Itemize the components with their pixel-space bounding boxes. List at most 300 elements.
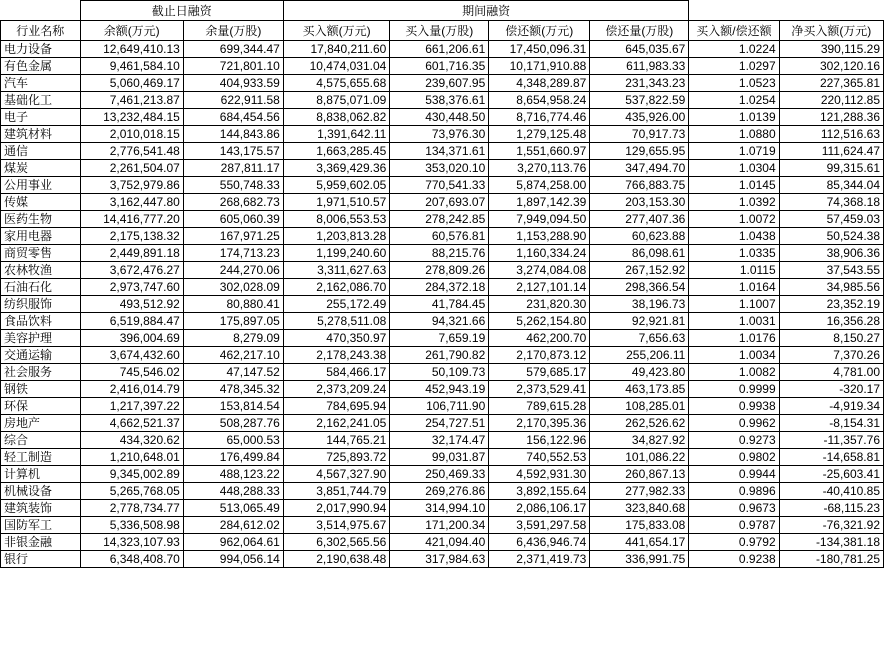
cell-net-buy-amount: 8,150.27 bbox=[779, 330, 883, 347]
cell-balance-shares: 513,065.49 bbox=[183, 500, 283, 517]
cell-repay-shares: 175,833.08 bbox=[590, 517, 689, 534]
cell-buy-shares: 430,448.50 bbox=[390, 109, 489, 126]
cell-balance-amount: 14,416,777.20 bbox=[80, 211, 183, 228]
cell-net-buy-amount: 37,543.55 bbox=[779, 262, 883, 279]
cell-buy-repay-ratio: 1.0164 bbox=[689, 279, 779, 296]
cell-buy-shares: 50,109.73 bbox=[390, 364, 489, 381]
cell-industry-name: 机械设备 bbox=[1, 483, 81, 500]
cell-industry-name: 综合 bbox=[1, 432, 81, 449]
cell-net-buy-amount: -68,115.23 bbox=[779, 500, 883, 517]
cell-buy-shares: 134,371.61 bbox=[390, 143, 489, 160]
cell-buy-shares: 88,215.76 bbox=[390, 245, 489, 262]
table-row bbox=[1, 262, 884, 279]
cell-balance-amount: 2,449,891.18 bbox=[80, 245, 183, 262]
cell-buy-shares: 353,020.10 bbox=[390, 160, 489, 177]
cell-balance-amount: 2,261,504.07 bbox=[80, 160, 183, 177]
cell-industry-name: 美容护理 bbox=[1, 330, 81, 347]
table-row bbox=[1, 296, 884, 313]
table-row bbox=[1, 500, 884, 517]
cell-industry-name: 计算机 bbox=[1, 466, 81, 483]
cell-buy-repay-ratio: 1.0335 bbox=[689, 245, 779, 262]
group-blank-left bbox=[1, 1, 81, 21]
cell-industry-name: 煤炭 bbox=[1, 160, 81, 177]
table-row bbox=[1, 313, 884, 330]
cell-balance-amount: 5,265,768.05 bbox=[80, 483, 183, 500]
cell-net-buy-amount: -320.17 bbox=[779, 381, 883, 398]
cell-repay-amount: 2,170,873.12 bbox=[489, 347, 590, 364]
cell-buy-shares: 106,711.90 bbox=[390, 398, 489, 415]
cell-balance-shares: 448,288.33 bbox=[183, 483, 283, 500]
cell-repay-amount: 6,436,946.74 bbox=[489, 534, 590, 551]
cell-balance-shares: 721,801.10 bbox=[183, 58, 283, 75]
cell-buy-shares: 41,784.45 bbox=[390, 296, 489, 313]
cell-repay-shares: 463,173.85 bbox=[590, 381, 689, 398]
cell-repay-shares: 49,423.80 bbox=[590, 364, 689, 381]
cell-buy-repay-ratio: 1.0082 bbox=[689, 364, 779, 381]
cell-balance-shares: 508,287.76 bbox=[183, 415, 283, 432]
cell-buy-repay-ratio: 1.0176 bbox=[689, 330, 779, 347]
cell-buy-repay-ratio: 1.0139 bbox=[689, 109, 779, 126]
cell-industry-name: 通信 bbox=[1, 143, 81, 160]
cell-buy-repay-ratio: 1.0224 bbox=[689, 41, 779, 58]
cell-buy-shares: 261,790.82 bbox=[390, 347, 489, 364]
cell-buy-shares: 32,174.47 bbox=[390, 432, 489, 449]
table-row bbox=[1, 245, 884, 262]
col-header-repay-shares: 偿还量(万股) bbox=[590, 21, 689, 41]
cell-repay-amount: 231,820.30 bbox=[489, 296, 590, 313]
cell-buy-repay-ratio: 0.9938 bbox=[689, 398, 779, 415]
cell-balance-amount: 3,752,979.86 bbox=[80, 177, 183, 194]
cell-repay-shares: 336,991.75 bbox=[590, 551, 689, 568]
cell-balance-shares: 176,499.84 bbox=[183, 449, 283, 466]
cell-balance-shares: 622,911.58 bbox=[183, 92, 283, 109]
cell-repay-amount: 17,450,096.31 bbox=[489, 41, 590, 58]
cell-balance-shares: 302,028.09 bbox=[183, 279, 283, 296]
cell-balance-amount: 2,973,747.60 bbox=[80, 279, 183, 296]
group-blank-right bbox=[689, 1, 884, 21]
cell-repay-amount: 1,153,288.90 bbox=[489, 228, 590, 245]
cell-net-buy-amount: -8,154.31 bbox=[779, 415, 883, 432]
cell-net-buy-amount: -40,410.85 bbox=[779, 483, 883, 500]
cell-net-buy-amount: 227,365.81 bbox=[779, 75, 883, 92]
cell-buy-amount: 3,851,744.79 bbox=[283, 483, 389, 500]
cell-buy-amount: 2,017,990.94 bbox=[283, 500, 389, 517]
table-row bbox=[1, 466, 884, 483]
cell-repay-shares: 7,656.63 bbox=[590, 330, 689, 347]
cell-buy-repay-ratio: 0.9238 bbox=[689, 551, 779, 568]
cell-buy-shares: 538,376.61 bbox=[390, 92, 489, 109]
cell-buy-amount: 584,466.17 bbox=[283, 364, 389, 381]
cell-repay-shares: 267,152.92 bbox=[590, 262, 689, 279]
cell-industry-name: 家用电器 bbox=[1, 228, 81, 245]
cell-balance-shares: 47,147.52 bbox=[183, 364, 283, 381]
cell-balance-shares: 287,811.17 bbox=[183, 160, 283, 177]
cell-net-buy-amount: 50,524.38 bbox=[779, 228, 883, 245]
cell-balance-shares: 699,344.47 bbox=[183, 41, 283, 58]
cell-buy-repay-ratio: 1.0297 bbox=[689, 58, 779, 75]
cell-buy-amount: 4,567,327.90 bbox=[283, 466, 389, 483]
cell-buy-amount: 10,474,031.04 bbox=[283, 58, 389, 75]
cell-net-buy-amount: 38,906.36 bbox=[779, 245, 883, 262]
cell-buy-repay-ratio: 0.9944 bbox=[689, 466, 779, 483]
cell-repay-shares: 70,917.73 bbox=[590, 126, 689, 143]
cell-balance-amount: 6,348,408.70 bbox=[80, 551, 183, 568]
table-row bbox=[1, 347, 884, 364]
cell-balance-shares: 488,123.22 bbox=[183, 466, 283, 483]
cell-buy-repay-ratio: 1.0392 bbox=[689, 194, 779, 211]
cell-repay-shares: 277,982.33 bbox=[590, 483, 689, 500]
cell-buy-amount: 5,959,602.05 bbox=[283, 177, 389, 194]
cell-buy-repay-ratio: 0.9896 bbox=[689, 483, 779, 500]
cell-buy-shares: 60,576.81 bbox=[390, 228, 489, 245]
cell-repay-shares: 129,655.95 bbox=[590, 143, 689, 160]
cell-balance-amount: 4,662,521.37 bbox=[80, 415, 183, 432]
cell-balance-shares: 65,000.53 bbox=[183, 432, 283, 449]
cell-balance-amount: 2,776,541.48 bbox=[80, 143, 183, 160]
cell-repay-amount: 579,685.17 bbox=[489, 364, 590, 381]
cell-balance-amount: 9,461,584.10 bbox=[80, 58, 183, 75]
table-row bbox=[1, 517, 884, 534]
cell-repay-amount: 8,654,958.24 bbox=[489, 92, 590, 109]
cell-buy-amount: 4,575,655.68 bbox=[283, 75, 389, 92]
cell-buy-amount: 3,514,975.67 bbox=[283, 517, 389, 534]
cell-buy-repay-ratio: 0.9802 bbox=[689, 449, 779, 466]
cell-buy-shares: 421,094.40 bbox=[390, 534, 489, 551]
cell-repay-shares: 766,883.75 bbox=[590, 177, 689, 194]
cell-repay-shares: 277,407.36 bbox=[590, 211, 689, 228]
cell-balance-amount: 2,010,018.15 bbox=[80, 126, 183, 143]
cell-repay-amount: 10,171,910.88 bbox=[489, 58, 590, 75]
cell-buy-shares: 99,031.87 bbox=[390, 449, 489, 466]
cell-repay-amount: 2,373,529.41 bbox=[489, 381, 590, 398]
table-row bbox=[1, 194, 884, 211]
cell-balance-amount: 1,217,397.22 bbox=[80, 398, 183, 415]
cell-industry-name: 商贸零售 bbox=[1, 245, 81, 262]
cell-balance-shares: 8,279.09 bbox=[183, 330, 283, 347]
cell-repay-amount: 3,270,113.76 bbox=[489, 160, 590, 177]
cell-repay-shares: 645,035.67 bbox=[590, 41, 689, 58]
cell-buy-amount: 1,199,240.60 bbox=[283, 245, 389, 262]
cell-industry-name: 交通运输 bbox=[1, 347, 81, 364]
cell-buy-shares: 661,206.61 bbox=[390, 41, 489, 58]
cell-buy-amount: 1,203,813.28 bbox=[283, 228, 389, 245]
cell-repay-amount: 740,552.53 bbox=[489, 449, 590, 466]
cell-buy-shares: 314,994.10 bbox=[390, 500, 489, 517]
cell-industry-name: 有色金属 bbox=[1, 58, 81, 75]
cell-industry-name: 建筑材料 bbox=[1, 126, 81, 143]
col-header-buy-shares: 买入量(万股) bbox=[390, 21, 489, 41]
cell-industry-name: 钢铁 bbox=[1, 381, 81, 398]
cell-buy-repay-ratio: 1.0438 bbox=[689, 228, 779, 245]
cell-net-buy-amount: 23,352.19 bbox=[779, 296, 883, 313]
cell-net-buy-amount: 57,459.03 bbox=[779, 211, 883, 228]
table-row bbox=[1, 330, 884, 347]
cell-industry-name: 农林牧渔 bbox=[1, 262, 81, 279]
cell-balance-amount: 2,416,014.79 bbox=[80, 381, 183, 398]
cell-balance-shares: 268,682.73 bbox=[183, 194, 283, 211]
cell-repay-amount: 2,127,101.14 bbox=[489, 279, 590, 296]
cell-buy-repay-ratio: 1.0304 bbox=[689, 160, 779, 177]
group-header-row bbox=[1, 1, 884, 21]
cell-buy-shares: 239,607.95 bbox=[390, 75, 489, 92]
table-row bbox=[1, 126, 884, 143]
cell-industry-name: 银行 bbox=[1, 551, 81, 568]
cell-repay-amount: 789,615.28 bbox=[489, 398, 590, 415]
cell-balance-shares: 143,175.57 bbox=[183, 143, 283, 160]
cell-industry-name: 环保 bbox=[1, 398, 81, 415]
cell-repay-shares: 108,285.01 bbox=[590, 398, 689, 415]
cell-buy-amount: 2,373,209.24 bbox=[283, 381, 389, 398]
cell-buy-shares: 94,321.66 bbox=[390, 313, 489, 330]
cell-buy-repay-ratio: 0.9999 bbox=[689, 381, 779, 398]
cell-net-buy-amount: 112,516.63 bbox=[779, 126, 883, 143]
table-row bbox=[1, 415, 884, 432]
cell-repay-shares: 323,840.68 bbox=[590, 500, 689, 517]
table-row bbox=[1, 92, 884, 109]
cell-net-buy-amount: -76,321.92 bbox=[779, 517, 883, 534]
cell-buy-amount: 1,663,285.45 bbox=[283, 143, 389, 160]
cell-buy-shares: 7,659.19 bbox=[390, 330, 489, 347]
cell-buy-amount: 2,190,638.48 bbox=[283, 551, 389, 568]
cell-net-buy-amount: 74,368.18 bbox=[779, 194, 883, 211]
cell-balance-shares: 550,748.33 bbox=[183, 177, 283, 194]
cell-net-buy-amount: 85,344.04 bbox=[779, 177, 883, 194]
col-header-net-buy-amount: 净买入额(万元) bbox=[779, 21, 883, 41]
table-row bbox=[1, 432, 884, 449]
col-header-balance-amount: 余额(万元) bbox=[80, 21, 183, 41]
cell-buy-amount: 8,006,553.53 bbox=[283, 211, 389, 228]
cell-buy-amount: 3,311,627.63 bbox=[283, 262, 389, 279]
table-row bbox=[1, 534, 884, 551]
cell-buy-amount: 2,162,241.05 bbox=[283, 415, 389, 432]
cell-repay-amount: 4,348,289.87 bbox=[489, 75, 590, 92]
cell-repay-amount: 2,371,419.73 bbox=[489, 551, 590, 568]
cell-net-buy-amount: 390,115.29 bbox=[779, 41, 883, 58]
cell-balance-shares: 153,814.54 bbox=[183, 398, 283, 415]
cell-buy-repay-ratio: 1.0719 bbox=[689, 143, 779, 160]
cell-buy-repay-ratio: 0.9787 bbox=[689, 517, 779, 534]
cell-net-buy-amount: 121,288.36 bbox=[779, 109, 883, 126]
cell-repay-shares: 101,086.22 bbox=[590, 449, 689, 466]
cell-balance-shares: 174,713.23 bbox=[183, 245, 283, 262]
cell-buy-amount: 8,875,071.09 bbox=[283, 92, 389, 109]
cell-balance-amount: 3,674,432.60 bbox=[80, 347, 183, 364]
group-cutoff-financing: 截止日融资 bbox=[80, 1, 283, 21]
cell-repay-amount: 8,716,774.46 bbox=[489, 109, 590, 126]
cell-industry-name: 基础化工 bbox=[1, 92, 81, 109]
cell-repay-amount: 3,274,084.08 bbox=[489, 262, 590, 279]
cell-buy-shares: 284,372.18 bbox=[390, 279, 489, 296]
table-row bbox=[1, 381, 884, 398]
table-row bbox=[1, 364, 884, 381]
cell-repay-shares: 86,098.61 bbox=[590, 245, 689, 262]
cell-buy-repay-ratio: 1.0880 bbox=[689, 126, 779, 143]
table-row bbox=[1, 177, 884, 194]
cell-buy-repay-ratio: 1.0072 bbox=[689, 211, 779, 228]
cell-buy-amount: 784,695.94 bbox=[283, 398, 389, 415]
cell-repay-shares: 441,654.17 bbox=[590, 534, 689, 551]
col-header-balance-shares: 余量(万股) bbox=[183, 21, 283, 41]
cell-buy-shares: 73,976.30 bbox=[390, 126, 489, 143]
cell-repay-shares: 255,206.11 bbox=[590, 347, 689, 364]
cell-industry-name: 非银金融 bbox=[1, 534, 81, 551]
cell-buy-shares: 452,943.19 bbox=[390, 381, 489, 398]
cell-balance-amount: 3,672,476.27 bbox=[80, 262, 183, 279]
table-row bbox=[1, 449, 884, 466]
cell-repay-amount: 2,086,106.17 bbox=[489, 500, 590, 517]
cell-repay-amount: 3,591,297.58 bbox=[489, 517, 590, 534]
cell-net-buy-amount: 34,985.56 bbox=[779, 279, 883, 296]
cell-balance-amount: 493,512.92 bbox=[80, 296, 183, 313]
cell-balance-shares: 478,345.32 bbox=[183, 381, 283, 398]
cell-net-buy-amount: -25,603.41 bbox=[779, 466, 883, 483]
cell-balance-shares: 684,454.56 bbox=[183, 109, 283, 126]
cell-balance-shares: 605,060.39 bbox=[183, 211, 283, 228]
cell-buy-amount: 255,172.49 bbox=[283, 296, 389, 313]
cell-balance-amount: 7,461,213.87 bbox=[80, 92, 183, 109]
cell-buy-shares: 269,276.86 bbox=[390, 483, 489, 500]
cell-balance-shares: 404,933.59 bbox=[183, 75, 283, 92]
group-period-financing: 期间融资 bbox=[283, 1, 688, 21]
cell-buy-repay-ratio: 0.9273 bbox=[689, 432, 779, 449]
cell-buy-repay-ratio: 0.9673 bbox=[689, 500, 779, 517]
cell-repay-shares: 347,494.70 bbox=[590, 160, 689, 177]
cell-buy-shares: 317,984.63 bbox=[390, 551, 489, 568]
cell-balance-shares: 284,612.02 bbox=[183, 517, 283, 534]
cell-buy-amount: 8,838,062.82 bbox=[283, 109, 389, 126]
cell-repay-amount: 156,122.96 bbox=[489, 432, 590, 449]
cell-balance-shares: 994,056.14 bbox=[183, 551, 283, 568]
cell-net-buy-amount: 111,624.47 bbox=[779, 143, 883, 160]
cell-buy-amount: 6,302,565.56 bbox=[283, 534, 389, 551]
cell-industry-name: 电子 bbox=[1, 109, 81, 126]
table-row bbox=[1, 41, 884, 58]
cell-net-buy-amount: 16,356.28 bbox=[779, 313, 883, 330]
cell-repay-amount: 1,279,125.48 bbox=[489, 126, 590, 143]
cell-buy-repay-ratio: 0.9962 bbox=[689, 415, 779, 432]
cell-buy-shares: 250,469.33 bbox=[390, 466, 489, 483]
cell-buy-shares: 171,200.34 bbox=[390, 517, 489, 534]
col-header-buy-amount: 买入额(万元) bbox=[283, 21, 389, 41]
cell-industry-name: 纺织服饰 bbox=[1, 296, 81, 313]
cell-industry-name: 电力设备 bbox=[1, 41, 81, 58]
cell-repay-shares: 38,196.73 bbox=[590, 296, 689, 313]
cell-balance-shares: 80,880.41 bbox=[183, 296, 283, 313]
cell-buy-shares: 207,693.07 bbox=[390, 194, 489, 211]
table-body bbox=[1, 41, 884, 568]
cell-buy-repay-ratio: 1.0254 bbox=[689, 92, 779, 109]
cell-balance-amount: 9,345,002.89 bbox=[80, 466, 183, 483]
cell-balance-shares: 144,843.86 bbox=[183, 126, 283, 143]
cell-buy-amount: 2,162,086.70 bbox=[283, 279, 389, 296]
cell-repay-amount: 1,551,660.97 bbox=[489, 143, 590, 160]
cell-repay-amount: 5,262,154.80 bbox=[489, 313, 590, 330]
cell-buy-repay-ratio: 0.9792 bbox=[689, 534, 779, 551]
table-row bbox=[1, 211, 884, 228]
table-row bbox=[1, 228, 884, 245]
cell-balance-amount: 6,519,884.47 bbox=[80, 313, 183, 330]
cell-balance-amount: 745,546.02 bbox=[80, 364, 183, 381]
cell-repay-amount: 1,160,334.24 bbox=[489, 245, 590, 262]
cell-buy-shares: 601,716.35 bbox=[390, 58, 489, 75]
cell-industry-name: 汽车 bbox=[1, 75, 81, 92]
cell-buy-repay-ratio: 1.0115 bbox=[689, 262, 779, 279]
cell-net-buy-amount: 220,112.85 bbox=[779, 92, 883, 109]
table-row bbox=[1, 398, 884, 415]
cell-buy-repay-ratio: 1.0523 bbox=[689, 75, 779, 92]
cell-industry-name: 建筑装饰 bbox=[1, 500, 81, 517]
cell-balance-amount: 12,649,410.13 bbox=[80, 41, 183, 58]
cell-industry-name: 轻工制造 bbox=[1, 449, 81, 466]
cell-buy-amount: 17,840,211.60 bbox=[283, 41, 389, 58]
cell-industry-name: 社会服务 bbox=[1, 364, 81, 381]
cell-balance-shares: 462,217.10 bbox=[183, 347, 283, 364]
cell-balance-amount: 2,175,138.32 bbox=[80, 228, 183, 245]
cell-balance-amount: 396,004.69 bbox=[80, 330, 183, 347]
cell-industry-name: 传媒 bbox=[1, 194, 81, 211]
cell-repay-shares: 92,921.81 bbox=[590, 313, 689, 330]
cell-repay-amount: 1,897,142.39 bbox=[489, 194, 590, 211]
table-row bbox=[1, 483, 884, 500]
cell-net-buy-amount: 99,315.61 bbox=[779, 160, 883, 177]
cell-buy-shares: 770,541.33 bbox=[390, 177, 489, 194]
cell-repay-amount: 5,874,258.00 bbox=[489, 177, 590, 194]
cell-buy-amount: 144,765.21 bbox=[283, 432, 389, 449]
cell-balance-amount: 1,210,648.01 bbox=[80, 449, 183, 466]
cell-buy-amount: 2,178,243.38 bbox=[283, 347, 389, 364]
cell-balance-shares: 244,270.06 bbox=[183, 262, 283, 279]
cell-net-buy-amount: -180,781.25 bbox=[779, 551, 883, 568]
cell-industry-name: 医药生物 bbox=[1, 211, 81, 228]
cell-repay-amount: 2,170,395.36 bbox=[489, 415, 590, 432]
table-row bbox=[1, 143, 884, 160]
cell-balance-amount: 13,232,484.15 bbox=[80, 109, 183, 126]
table-row bbox=[1, 58, 884, 75]
col-header-industry: 行业名称 bbox=[1, 21, 81, 41]
cell-net-buy-amount: 4,781.00 bbox=[779, 364, 883, 381]
cell-net-buy-amount: 302,120.16 bbox=[779, 58, 883, 75]
cell-buy-amount: 1,971,510.57 bbox=[283, 194, 389, 211]
cell-net-buy-amount: -11,357.76 bbox=[779, 432, 883, 449]
cell-buy-repay-ratio: 1.0034 bbox=[689, 347, 779, 364]
cell-repay-shares: 435,926.00 bbox=[590, 109, 689, 126]
cell-repay-amount: 3,892,155.64 bbox=[489, 483, 590, 500]
cell-repay-amount: 4,592,931.30 bbox=[489, 466, 590, 483]
cell-buy-shares: 278,242.85 bbox=[390, 211, 489, 228]
cell-industry-name: 国防军工 bbox=[1, 517, 81, 534]
col-header-repay-amount: 偿还额(万元) bbox=[489, 21, 590, 41]
cell-industry-name: 房地产 bbox=[1, 415, 81, 432]
cell-balance-amount: 434,320.62 bbox=[80, 432, 183, 449]
table-row bbox=[1, 160, 884, 177]
cell-net-buy-amount: -4,919.34 bbox=[779, 398, 883, 415]
cell-repay-shares: 60,623.88 bbox=[590, 228, 689, 245]
cell-buy-amount: 3,369,429.36 bbox=[283, 160, 389, 177]
cell-balance-shares: 962,064.61 bbox=[183, 534, 283, 551]
cell-net-buy-amount: -134,381.18 bbox=[779, 534, 883, 551]
cell-balance-amount: 2,778,734.77 bbox=[80, 500, 183, 517]
cell-repay-shares: 262,526.62 bbox=[590, 415, 689, 432]
cell-buy-repay-ratio: 1.1007 bbox=[689, 296, 779, 313]
cell-repay-amount: 7,949,094.50 bbox=[489, 211, 590, 228]
cell-buy-shares: 254,727.51 bbox=[390, 415, 489, 432]
cell-industry-name: 公用事业 bbox=[1, 177, 81, 194]
cell-buy-repay-ratio: 1.0145 bbox=[689, 177, 779, 194]
cell-industry-name: 食品饮料 bbox=[1, 313, 81, 330]
cell-buy-amount: 470,350.97 bbox=[283, 330, 389, 347]
cell-repay-amount: 462,200.70 bbox=[489, 330, 590, 347]
cell-net-buy-amount: 7,370.26 bbox=[779, 347, 883, 364]
